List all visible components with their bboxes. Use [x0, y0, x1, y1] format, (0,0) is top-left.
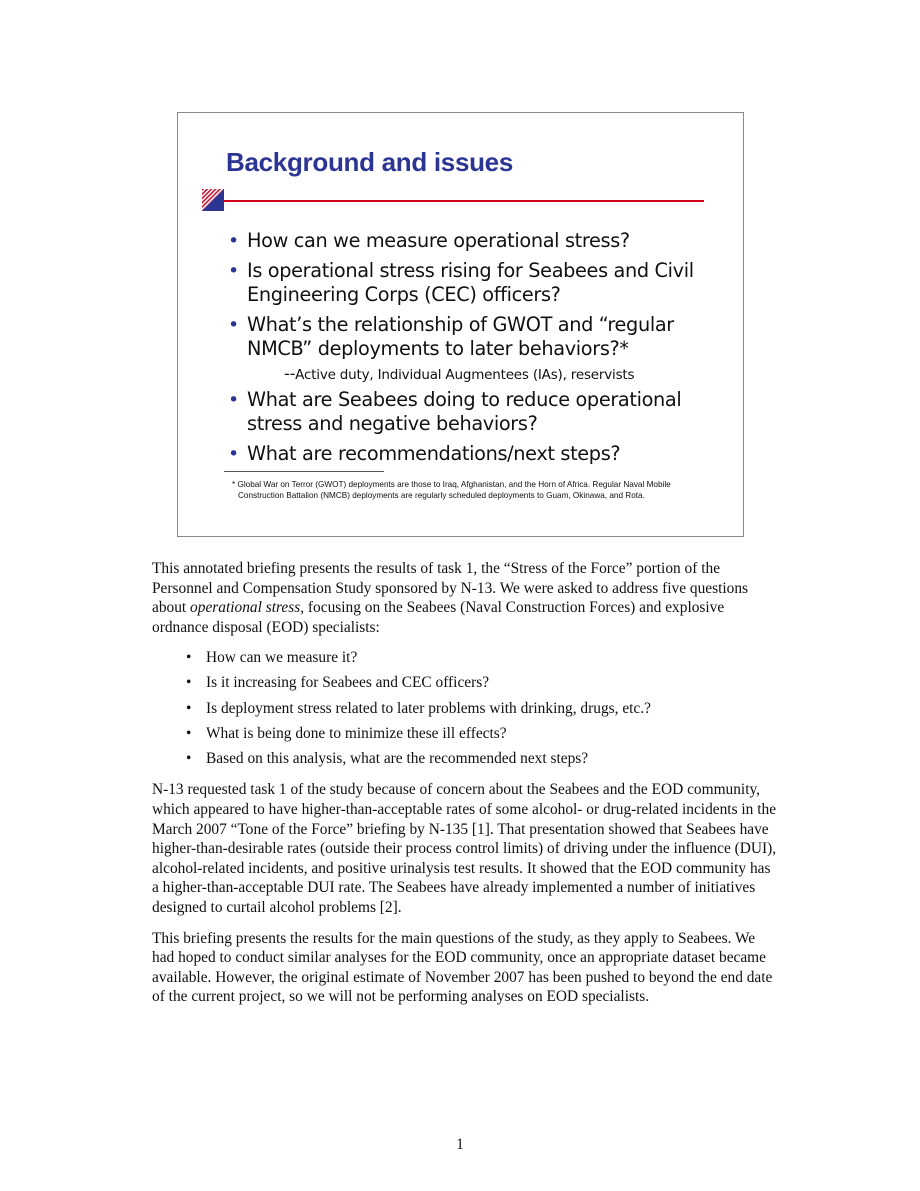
slide-bullet: [228, 313, 718, 361]
page-number: 1: [456, 1136, 464, 1153]
list-item-text: Is deployment stress related to later problems with drinking, drugs, etc.?: [206, 699, 651, 717]
list-item-text: Based on this analysis, what are the recommended next steps?: [206, 749, 589, 767]
context-paragraph: N-13 requested task 1 of the study because of concern about the Seabees and the EOD community, which appeared to have higher-than-acceptable rates of some alcohol- or drug-related incidents in the March 2007 “Tone of the Force” briefing by N-135 [1]. That presentation showed that Seabees have higher-than-desirable rates (outside their process control limits) of driving under the influence (DUI), alcohol-related incidents, and positive urinalysis test results. It showed that the EOD community has a higher-than-acceptable DUI rate. The Seabees have already implemented a number of initiatives designed to curtail alcohol problems [2].: [152, 781, 777, 916]
bullet-dot-icon: •: [228, 314, 239, 336]
list-item: [186, 724, 777, 744]
intro-text-end: , focusing on the Seabees (Naval Construction Forces) and explosive ordnance disposal (EOD) specialists:: [152, 599, 725, 636]
slide-bullet: [228, 388, 718, 436]
bullet-dot-icon: •: [186, 699, 192, 717]
bullet-dot-icon: •: [186, 649, 192, 667]
question-list: [152, 648, 777, 768]
slide-bullet: [228, 229, 718, 253]
document-body: [152, 559, 777, 1018]
list-item: [186, 648, 777, 668]
footnote-divider: [224, 471, 384, 472]
intro-paragraph: [152, 559, 777, 637]
slide-bullet-list: [228, 229, 718, 472]
list-item-text: What is being done to minimize these ill effects?: [206, 724, 507, 742]
slide-sub-item-text: Active duty, Individual Augmentees (IAs), reservists: [295, 367, 635, 383]
sub-item-prefix: --: [284, 364, 296, 383]
bullet-dot-icon: •: [228, 389, 239, 411]
diagonal-stripe-logo-icon: [202, 189, 224, 211]
slide-bullet-text: Is operational stress rising for Seabees and Civil Engineering Corps (CEC) officers?: [247, 259, 694, 306]
briefing-slide: [177, 112, 744, 537]
slide-bullet: [228, 259, 718, 307]
list-item: [186, 699, 777, 719]
bullet-dot-icon: •: [186, 749, 192, 767]
slide-title: Background and issues: [226, 147, 514, 177]
intro-text-start: This annotated briefing presents the results of task 1, the “Stress of the Force” portion of the Personnel and Compensation Study sponsored by N-13. We were asked to address five questions about: [152, 560, 749, 617]
slide-bullet-text: What are recommendations/next steps?: [247, 442, 621, 465]
slide-bullet: [228, 442, 718, 466]
list-item: [186, 749, 777, 769]
slide-bullet-text: How can we measure operational stress?: [247, 229, 630, 252]
slide-bullet-text: What’s the relationship of GWOT and “regular NMCB” deployments to later behaviors?*: [247, 313, 674, 360]
slide-footnote: * Global War on Terror (GWOT) deployments are those to Iraq, Afghanistan, and the Horn of Africa. Regular Naval Mobile Construction Battalion (NMCB) deployments are regularly scheduled deployments to Guam, Okinawa, and Rota.: [232, 480, 671, 500]
list-item-text: Is it increasing for Seabees and CEC officers?: [206, 674, 490, 692]
list-item-text: How can we measure it?: [206, 649, 358, 667]
intro-emphasis: operational stress: [190, 599, 301, 617]
bullet-dot-icon: •: [228, 260, 239, 282]
slide-sub-item: [228, 365, 718, 384]
title-divider-rule: [224, 200, 704, 202]
slide-bullet-text: What are Seabees doing to reduce operational stress and negative behaviors?: [247, 388, 682, 435]
list-item: [186, 673, 777, 693]
bullet-dot-icon: •: [186, 674, 192, 692]
scope-paragraph: This briefing presents the results for the main questions of the study, as they apply to Seabees. We had hoped to conduct similar analyses for the EOD community, once an appropriate dataset became available. However, the original estimate of November 2007 has been pushed to beyond the end date of the current project, so we will not be performing analyses on EOD specialists.: [152, 929, 773, 1006]
bullet-dot-icon: •: [228, 230, 239, 252]
bullet-dot-icon: •: [228, 443, 239, 465]
bullet-dot-icon: •: [186, 724, 192, 742]
